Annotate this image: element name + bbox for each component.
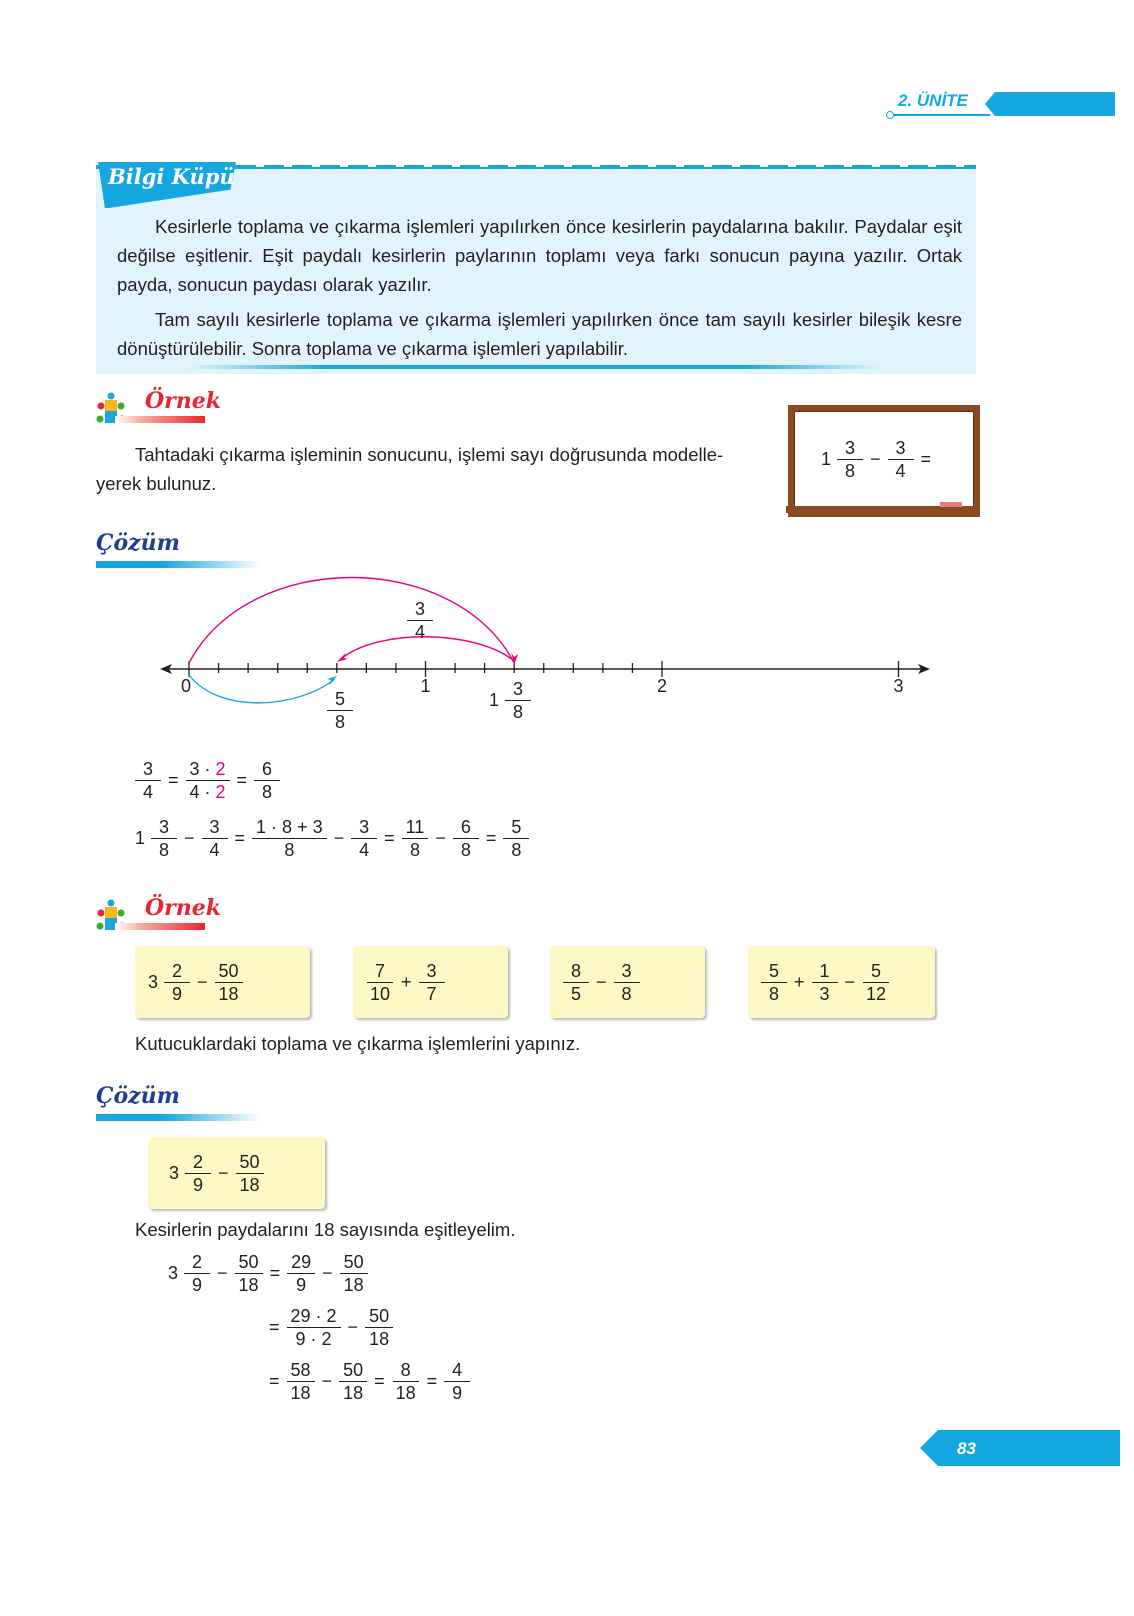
denominator-text: 4 <box>359 840 370 860</box>
equation-line <box>265 1305 396 1350</box>
denominator-text: 18 <box>238 1275 259 1295</box>
tick-label: 1 <box>420 676 431 696</box>
denominator-text: 4 <box>209 840 220 860</box>
tick-label: 3 <box>893 676 904 696</box>
fraction <box>392 1359 420 1404</box>
operator: + <box>794 971 805 992</box>
fraction <box>503 816 529 861</box>
unit-dot <box>886 111 894 119</box>
numerator-text: 29 · 2 <box>290 1306 337 1326</box>
numerator-text: 2 <box>172 960 183 981</box>
whole-number: 3 <box>168 1263 179 1283</box>
denominator <box>892 460 910 482</box>
exercise-box <box>148 1137 325 1209</box>
numerator <box>453 816 479 839</box>
whole-number: 1 <box>821 449 832 469</box>
example-title: Örnek <box>145 388 221 414</box>
denominator-text: 18 <box>369 1329 390 1349</box>
fraction <box>444 1359 470 1404</box>
denominator-text: 10 <box>370 983 391 1004</box>
numerator-text: 6 <box>460 817 471 837</box>
numerator <box>186 758 230 781</box>
whole-number: 3 <box>148 971 159 992</box>
numerator <box>215 960 243 983</box>
denominator <box>862 983 890 1005</box>
blackboard <box>788 405 980 517</box>
operator: − <box>197 971 208 992</box>
equation-line <box>132 816 532 861</box>
denominator <box>236 1174 264 1196</box>
numerator-text: 3 <box>845 438 856 458</box>
denominator <box>567 983 585 1005</box>
numerator <box>419 960 445 983</box>
fraction <box>365 1305 393 1350</box>
operator: = <box>269 1263 281 1283</box>
denominator <box>448 1382 466 1404</box>
numerator-text: 5 <box>511 817 522 837</box>
denominator-text: 18 <box>239 1174 260 1195</box>
denominator-text: 18 <box>395 1383 416 1403</box>
result-label: $\frac{5}{8}$ <box>327 688 353 733</box>
denominator <box>292 1274 310 1296</box>
example-title-bar <box>115 416 205 423</box>
exercise-box <box>550 946 705 1018</box>
numerator <box>235 1251 263 1274</box>
denominator <box>287 1382 315 1404</box>
denominator-text: 18 <box>343 1383 364 1403</box>
denominator-text: 9 <box>296 1275 307 1295</box>
numerator-text: 8 <box>570 960 581 981</box>
denominator-text: 9 · 2 <box>295 1329 332 1349</box>
operator: − <box>321 1371 333 1391</box>
numerator-text: 58 <box>290 1360 311 1380</box>
fraction <box>563 960 589 1005</box>
info-box-dashes <box>236 165 976 167</box>
start-label: 1 $\frac{3}{8}$ <box>486 678 534 723</box>
denominator-text: 12 <box>866 983 887 1004</box>
denominator <box>366 983 394 1005</box>
denominator-text: 9 <box>193 1174 204 1195</box>
highlight-factor: 2 <box>215 759 226 779</box>
fraction <box>287 1359 315 1404</box>
tick-label: 0 <box>180 676 192 696</box>
denominator <box>507 839 525 861</box>
equation-line <box>132 758 283 803</box>
highlight-factor: 2 <box>215 782 226 802</box>
numerator <box>202 816 228 839</box>
denominator <box>816 983 834 1005</box>
operator: − <box>322 1263 333 1283</box>
equation-line <box>165 1251 371 1296</box>
operator: − <box>217 1263 228 1283</box>
numerator-text: 3 <box>209 817 220 837</box>
denominator <box>457 839 475 861</box>
numerator-text: 29 <box>291 1252 312 1272</box>
whole-number: 3 <box>169 1162 180 1183</box>
denominator <box>280 839 298 861</box>
unit-tab <box>985 92 1115 116</box>
operator: − <box>435 828 446 848</box>
denominator <box>365 1328 393 1350</box>
denominator <box>618 983 636 1005</box>
fraction <box>254 758 280 803</box>
fraction <box>135 758 161 803</box>
example-text: Kutucuklardaki toplama ve çıkarma işlemlerini yapınız. <box>135 1033 581 1054</box>
info-box-underline <box>190 365 880 369</box>
numerator <box>254 758 280 781</box>
denominator <box>292 1328 336 1350</box>
fraction <box>287 1305 341 1350</box>
forward-jump-arc <box>189 578 514 664</box>
operator: − <box>218 1162 229 1183</box>
numerator-text: 3 <box>895 438 906 458</box>
denominator-text: 8 <box>409 840 420 860</box>
fraction <box>340 1251 368 1296</box>
denominator-text: 9 <box>172 983 183 1004</box>
number-line <box>0 575 1134 740</box>
denominator <box>258 781 276 803</box>
denominator-text: 8 <box>460 840 471 860</box>
denominator-text: 4 · <box>189 782 216 802</box>
numerator <box>151 816 177 839</box>
fraction <box>614 960 640 1005</box>
board-expression <box>818 437 935 482</box>
operator: + <box>401 971 412 992</box>
denominator <box>189 1174 207 1196</box>
denominator <box>406 839 424 861</box>
denominator <box>139 781 157 803</box>
numerator-text: 50 <box>343 1252 364 1272</box>
numerator <box>503 816 529 839</box>
fraction <box>184 1251 210 1296</box>
numerator-text: 3 <box>359 817 370 837</box>
tick-label: 2 <box>656 676 668 696</box>
operator: = <box>269 1371 280 1391</box>
denominator <box>215 983 243 1005</box>
fraction <box>351 816 377 861</box>
numerator-text: 5 <box>871 960 882 981</box>
solution-title: Çözüm <box>96 1083 180 1109</box>
fraction <box>453 816 479 861</box>
numerator <box>614 960 640 983</box>
numerator <box>185 1151 211 1174</box>
result-arc <box>189 675 335 703</box>
operator: − <box>596 971 607 992</box>
fraction <box>186 758 230 803</box>
denominator <box>355 839 373 861</box>
operator: = <box>485 828 497 848</box>
info-paragraph: Kesirlerle toplama ve çıkarma işlemleri yapılırken önce kesirlerin paydalarına bakılır. Paydalar eşit değilse eşitlenir. Eşit paydalı kesirlerin paylarının toplamı veya farkı sonucun payına yazılır. Ortak payda, sonucun paydası olarak yazılır. <box>117 216 962 295</box>
numerator <box>837 437 863 460</box>
info-box-title: Bilgi Küpü <box>108 164 235 189</box>
denominator <box>206 839 224 861</box>
operator: − <box>184 828 195 848</box>
fraction <box>419 960 445 1005</box>
info-box-text <box>117 212 962 363</box>
equation-line <box>265 1359 473 1404</box>
fraction <box>164 960 190 1005</box>
numerator-text: 6 <box>262 759 273 779</box>
numerator <box>135 758 161 781</box>
fraction <box>761 960 787 1005</box>
operator: = <box>920 449 932 469</box>
numerator-text: 2 <box>192 1252 203 1272</box>
fraction <box>215 960 243 1005</box>
denominator-text: 18 <box>290 1383 311 1403</box>
operator: = <box>236 770 248 790</box>
numerator <box>863 960 889 983</box>
fraction <box>252 816 327 861</box>
denominator-text: 8 <box>621 983 632 1004</box>
denominator-text: 4 <box>142 782 153 802</box>
exercise-box <box>748 946 935 1018</box>
denominator <box>188 1274 206 1296</box>
whole-number: 1 <box>135 828 146 848</box>
denominator-text: 8 <box>768 983 779 1004</box>
numerator <box>339 1359 367 1382</box>
numerator <box>393 1359 419 1382</box>
operator: = <box>269 1317 280 1337</box>
denominator <box>841 460 859 482</box>
fraction <box>339 1359 367 1404</box>
unit-label: 2. ÜNİTE <box>898 91 968 110</box>
numerator <box>761 960 787 983</box>
jump-label: $\frac{3}{4}$ <box>407 598 433 643</box>
denominator-text: 4 <box>895 461 906 481</box>
example-title-bar <box>115 923 205 930</box>
fraction <box>812 960 838 1005</box>
operator: − <box>333 828 345 848</box>
numerator <box>365 1305 393 1328</box>
numerator-text: 1 · 8 + 3 <box>256 817 323 837</box>
operator: − <box>870 449 881 469</box>
numerator-text: 50 <box>239 1151 260 1172</box>
solution-title: Çözüm <box>96 530 180 556</box>
solution-title-bar <box>96 1114 261 1121</box>
numerator <box>888 437 914 460</box>
denominator <box>235 1274 263 1296</box>
denominator <box>168 983 186 1005</box>
denominator-text: 5 <box>570 983 581 1004</box>
operator: = <box>374 1371 385 1391</box>
denominator <box>340 1274 368 1296</box>
denominator <box>339 1382 367 1404</box>
denominator-text: 9 <box>452 1383 463 1403</box>
page-number: 83 <box>957 1439 976 1458</box>
operator: − <box>844 971 856 992</box>
denominator-text: 8 <box>845 461 856 481</box>
unit-underline <box>890 114 990 116</box>
numerator <box>287 1359 315 1382</box>
chalk <box>940 502 962 507</box>
numerator <box>444 1359 470 1382</box>
fraction <box>402 816 429 861</box>
denominator-text: 8 <box>159 840 170 860</box>
denominator-text: 18 <box>218 983 239 1004</box>
denominator <box>155 839 173 861</box>
numerator <box>812 960 838 983</box>
operator: = <box>384 828 395 848</box>
denominator <box>765 983 783 1005</box>
numerator <box>164 960 190 983</box>
solution-text: Kesirlerin paydalarını 18 sayısında eşitleyelim. <box>135 1219 516 1240</box>
denominator <box>423 983 441 1005</box>
fraction <box>837 437 863 482</box>
numerator <box>351 816 377 839</box>
fraction <box>202 816 228 861</box>
denominator-text: 9 <box>192 1275 203 1295</box>
numerator <box>287 1305 341 1328</box>
example-title: Örnek <box>145 895 221 921</box>
info-paragraph: Tam sayılı kesirlerle toplama ve çıkarma işlemleri yapılırken önce tam sayılı kesirler bileşik kesre dönüştürülebilir. Sonra toplama ve çıkarma işlemleri yapılabilir. <box>117 309 962 359</box>
numerator-text: 50 <box>369 1306 390 1326</box>
numerator-text: 1 <box>819 960 830 981</box>
fraction <box>185 1151 211 1196</box>
operator: = <box>168 770 179 790</box>
numerator-text: 3 <box>426 960 437 981</box>
numerator-text: 3 <box>621 960 632 981</box>
solution-title-bar <box>96 561 261 568</box>
numerator <box>367 960 393 983</box>
fraction <box>151 816 177 861</box>
numerator-text: 3 <box>142 759 153 779</box>
fraction <box>235 1251 263 1296</box>
fraction <box>236 1151 264 1196</box>
operator: − <box>347 1317 359 1337</box>
denominator-text: 8 <box>262 782 273 802</box>
denominator-text: 3 <box>819 983 830 1004</box>
numerator <box>287 1251 315 1274</box>
numerator-text: 5 <box>768 960 779 981</box>
numerator-text: 4 <box>452 1360 463 1380</box>
blackboard-shelf <box>786 506 976 513</box>
numerator <box>236 1151 264 1174</box>
operator: = <box>234 828 246 848</box>
numerator-text: 50 <box>343 1360 364 1380</box>
numerator <box>340 1251 368 1274</box>
exercise-box <box>135 946 310 1018</box>
numerator-text: 3 · <box>189 759 216 779</box>
numerator <box>252 816 327 839</box>
denominator-text: 18 <box>343 1275 364 1295</box>
fraction <box>888 437 914 482</box>
numerator-text: 50 <box>238 1252 259 1272</box>
numerator <box>184 1251 210 1274</box>
operator: = <box>426 1371 438 1391</box>
fraction <box>862 960 890 1005</box>
fraction <box>366 960 394 1005</box>
numerator-text: 3 <box>159 817 170 837</box>
numerator-text: 7 <box>375 960 386 981</box>
fraction <box>287 1251 315 1296</box>
denominator-text: 8 <box>284 840 295 860</box>
example-text: Tahtadaki çıkarma işleminin sonucunu, işlemi sayı doğrusunda modelle-yerek bulunuz. <box>96 444 724 494</box>
numerator <box>563 960 589 983</box>
denominator-text: 7 <box>426 983 437 1004</box>
numerator <box>402 816 429 839</box>
numerator-text: 50 <box>218 960 239 981</box>
denominator-text: 8 <box>511 840 522 860</box>
exercise-box <box>353 946 508 1018</box>
numerator-text: 8 <box>400 1360 411 1380</box>
denominator <box>186 781 230 803</box>
page-number-tab <box>920 1430 1120 1466</box>
numerator-text: 11 <box>405 817 425 837</box>
numerator-text: 2 <box>193 1151 204 1172</box>
denominator <box>392 1382 420 1404</box>
